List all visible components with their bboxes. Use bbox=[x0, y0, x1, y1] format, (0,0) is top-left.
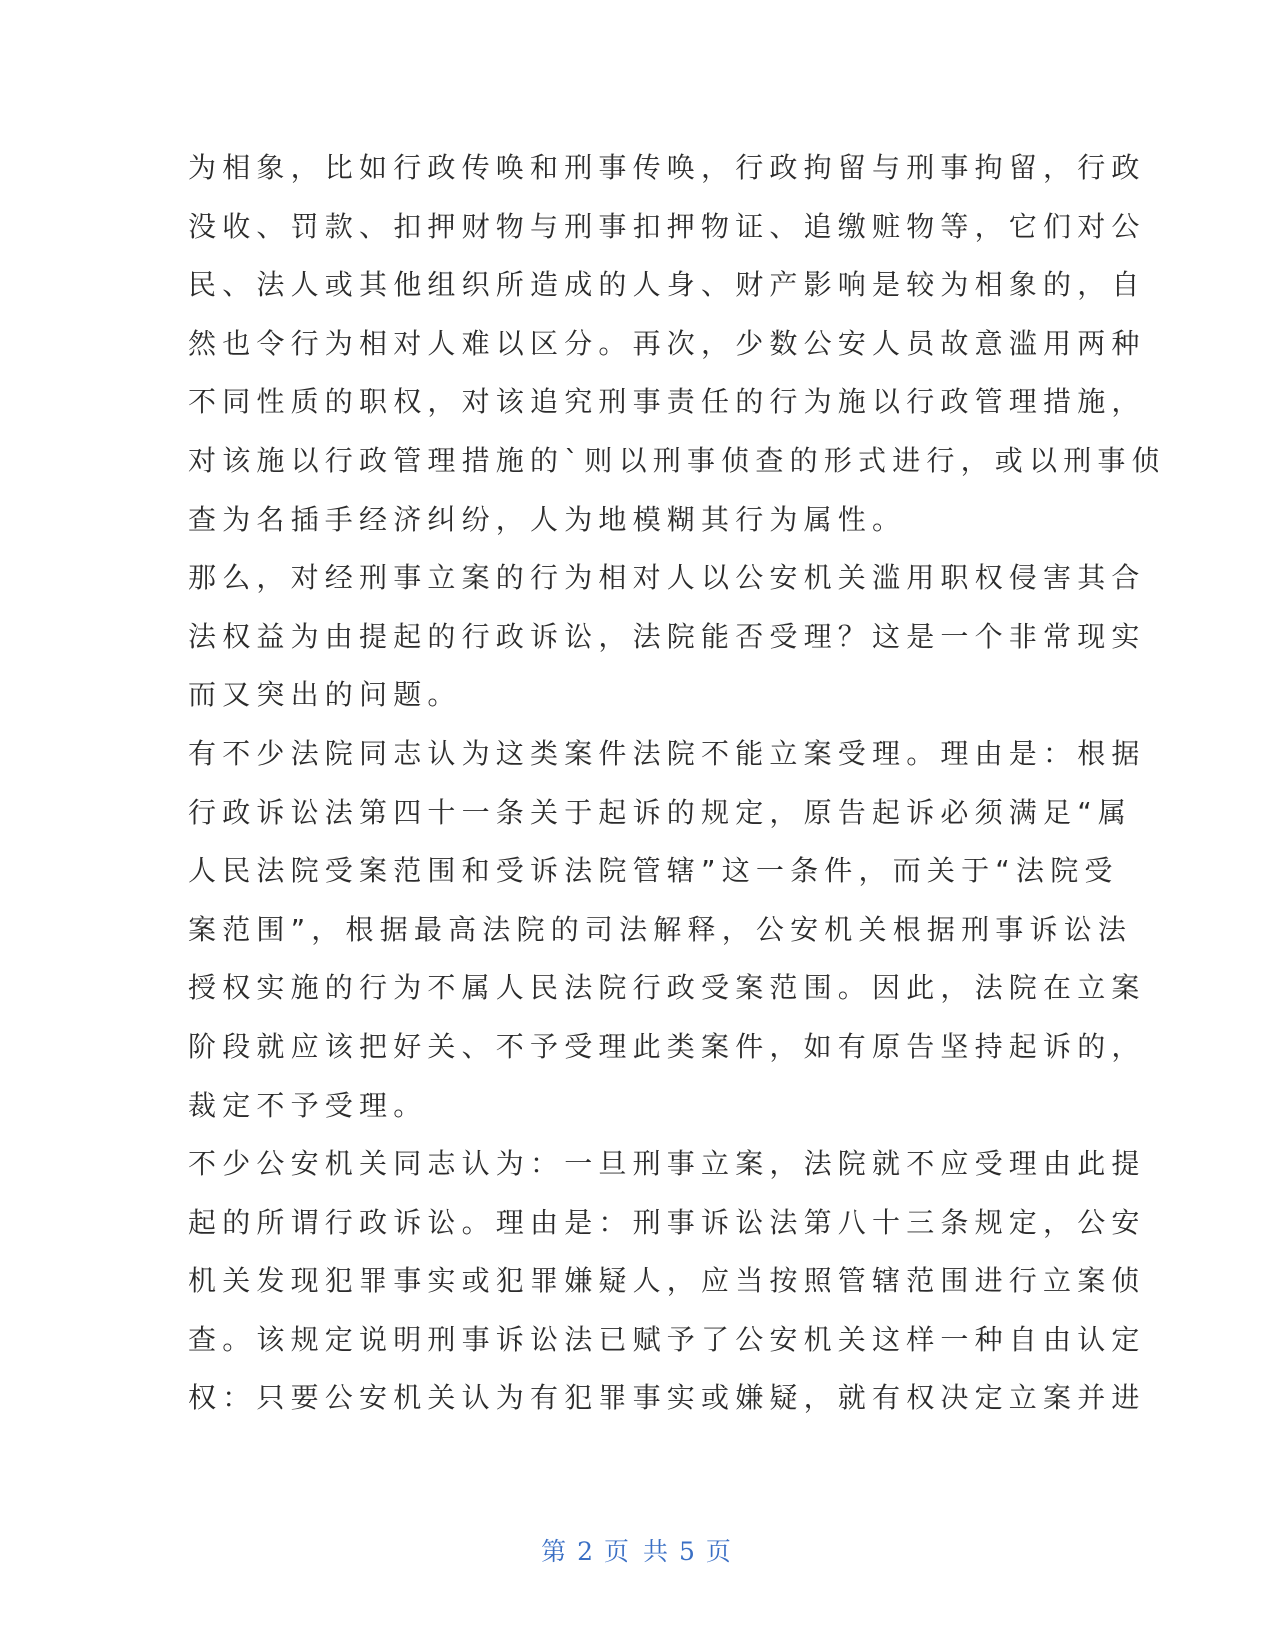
text-line: 法权益为由提起的行政诉讼，法院能否受理？这是一个非常现实 bbox=[188, 619, 1146, 653]
text-line: 为相象，比如行政传唤和刑事传唤，行政拘留与刑事拘留，行政 bbox=[188, 151, 1146, 184]
document-body bbox=[188, 139, 1166, 1428]
current-page-number: 2 bbox=[577, 1537, 597, 1566]
text-line: 起的所谓行政诉讼。理由是：刑事诉讼法第八十三条规定，公安 bbox=[188, 1205, 1146, 1239]
text-line: 行政诉讼法第四十一条关于起诉的规定，原告起诉必须满足“属 bbox=[188, 795, 1133, 829]
text-line: 阶段就应该把好关、不予受理此类案件，如有原告坚持起诉的， bbox=[188, 1029, 1146, 1063]
footer-suffix: 页 bbox=[705, 1537, 734, 1566]
text-line: 案范围”，根据最高法院的司法解释，公安机关根据刑事诉讼法 bbox=[188, 912, 1133, 946]
text-line: 那么，对经刑事立案的行为相对人以公安机关滥用职权侵害其合 bbox=[188, 561, 1146, 595]
text-line: 对该施以行政管理措施的`则以刑事侦查的形式进行，或以刑事侦 bbox=[188, 443, 1166, 477]
text-line: 裁定不予受理。 bbox=[188, 1088, 428, 1122]
text-line: 不同性质的职权，对该追究刑事责任的行为施以行政管理措施， bbox=[188, 385, 1146, 419]
footer-prefix: 第 bbox=[541, 1537, 570, 1566]
text-line: 人民法院受案范围和受诉法院管辖”这一条件，而关于“法院受 bbox=[188, 854, 1119, 888]
text-line: 然也令行为相对人难以区分。再次，少数公安人员故意滥用两种 bbox=[188, 326, 1146, 360]
text-line: 授权实施的行为不属人民法院行政受案范围。因此，法院在立案 bbox=[188, 971, 1146, 1005]
paragraph-3 bbox=[188, 725, 1146, 1135]
total-pages-number: 5 bbox=[678, 1537, 698, 1566]
text-line: 查为名插手经济纠纷，人为地模糊其行为属性。 bbox=[188, 502, 907, 536]
page-number-footer bbox=[0, 1532, 1275, 1568]
text-line: 机关发现犯罪事实或犯罪嫌疑人，应当按照管辖范围进行立案侦 bbox=[188, 1264, 1146, 1298]
paragraph-2 bbox=[188, 549, 1146, 725]
text-line: 而又突出的问题。 bbox=[188, 678, 462, 712]
text-line: 权：只要公安机关认为有犯罪事实或嫌疑，就有权决定立案并进 bbox=[188, 1381, 1146, 1415]
text-line: 民、法人或其他组织所造成的人身、财产影响是较为相象的，自 bbox=[188, 268, 1146, 302]
text-line: 有不少法院同志认为这类案件法院不能立案受理。理由是：根据 bbox=[188, 736, 1146, 770]
text-line: 没收、罚款、扣押财物与刑事扣押物证、追缴赃物等，它们对公 bbox=[188, 209, 1146, 243]
paragraph-1 bbox=[188, 139, 1166, 549]
paragraph-4 bbox=[188, 1135, 1146, 1428]
footer-middle: 页 共 bbox=[604, 1537, 671, 1566]
text-line: 不少公安机关同志认为：一旦刑事立案，法院就不应受理由此提 bbox=[188, 1147, 1146, 1181]
text-line: 查。该规定说明刑事诉讼法已赋予了公安机关这样一种自由认定 bbox=[188, 1322, 1146, 1356]
